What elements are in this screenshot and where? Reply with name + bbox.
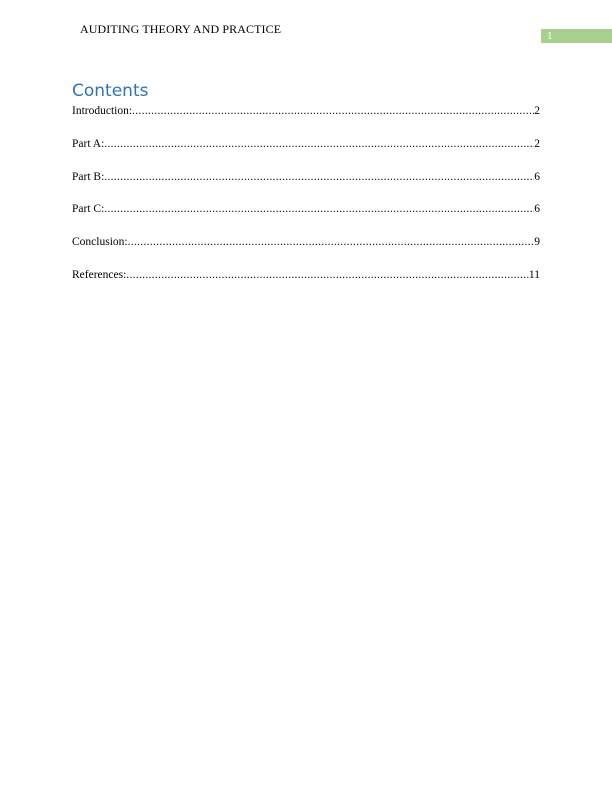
toc-dot-leader [104,137,534,152]
page-number-badge [541,29,612,43]
toc-entry-page: 6 [534,170,540,183]
toc-dot-leader [132,104,534,119]
toc-entry-page: 2 [534,137,540,150]
toc-heading: Contents [72,81,149,101]
toc-entry-page: 6 [534,203,540,216]
toc-dot-leader [126,268,529,283]
toc-dot-leader [128,235,535,250]
toc-entry-label: Part C: [72,203,105,216]
toc-entry-page: 11 [528,268,540,281]
toc-entry-introduction[interactable] [72,104,540,119]
toc-entry-part-a[interactable] [72,137,540,152]
toc-entry-label: References: [72,268,127,281]
toc-entry-label: Part B: [72,170,105,183]
toc-entry-part-c[interactable] [72,202,540,217]
toc-entry-references[interactable] [72,268,540,283]
running-header-title: AUDITING THEORY AND PRACTICE [80,22,282,36]
toc-dot-leader [104,170,534,185]
toc-entry-page: 2 [534,105,540,117]
toc-entry-label: Part A: [72,137,105,150]
toc-entry-label: Introduction: [72,105,133,117]
toc-entry-part-b[interactable] [72,170,540,185]
toc-dot-leader [104,202,534,217]
page-number: 1 [547,30,553,42]
toc-entry-label: Conclusion: [72,236,128,249]
toc-entry-conclusion[interactable] [72,235,540,250]
toc-entry-page: 9 [534,236,540,249]
table-of-contents [72,104,540,301]
